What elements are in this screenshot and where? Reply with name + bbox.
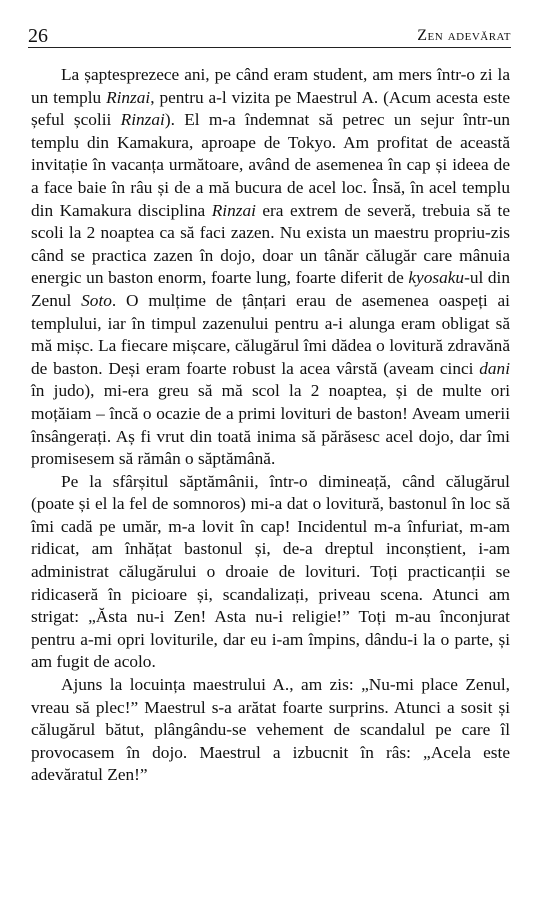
text-run: . O mulțime de țânțari erau de asemenea oaspeți ai templului, iar în timpul zazenului pentru a-i alunga eram obligat să mă mișc. La fiecare mișcare, călugărul îmi dădea o lovitură zdravănă de baston. Deși eram foarte robust la acea vârstă (aveam cinci (31, 290, 510, 378)
text-run: ). El m-a îndemnat să petrec un sejur într-un templu din Kamakura, aproape de Tokyo. Am profitat de această invitație în vacanța următoare, având de asemenea în cap și ideea de a face baie în râu și de a mă bucura de acel loc. Însă, în acel templu din Kamakura disciplina (31, 110, 510, 220)
italic-term: dani (479, 358, 510, 378)
italic-term: Rinzai (120, 110, 165, 130)
italic-term: Soto (81, 290, 112, 310)
paragraph (31, 64, 510, 471)
paragraph (31, 471, 510, 674)
italic-term: kyosaku (408, 268, 465, 288)
paragraph (31, 674, 510, 787)
text-run: Pe la sfârșitul săptămânii, într-o dimineață, când călugărul (poate și el la fel de somnoros) mi-a dat o lovitură, bastonul în loc să îmi cadă pe umăr, m-a lovit în cap! Incidentul m-a înfuriat, m-am ridicat, am înhățat bastonul și, de-a dreptul inconștient, i-am administrat călugărului o droaie de lovituri. Toți practicanții se ridicaseră în picioare și, scandalizați, priveau scena. Atunci am strigat: „Ăsta nu-i Zen! Asta nu-i religie!” Toți m-au înconjurat pentru a-mi opri loviturile, dar eu i-am împins, dându-i la o parte, și am fugit de acolo. (31, 471, 510, 672)
text-run: era extrem de severă, trebuia să te scoli la 2 noaptea ca să faci zazen. Nu exista un maestru propriu-zis când se practica zazen în dojo, doar un tânăr călugăr care mânuia energic un baston enorm, foarte lung, foarte diferit de (31, 200, 510, 288)
text-run: în judo), mi-era greu să mă scol la 2 noaptea, și de multe ori moțăiam – încă o ocazie de a primi lovituri de baston! Aveam umerii însângerați. Aș fi vrut din toată inima să părăsesc acel dojo, dar îmi promisesem să rămân o săptămână. (31, 381, 510, 469)
text-run: , pentru a-l vizita pe Maestrul A. (Acum acesta este șeful școlii (31, 87, 510, 130)
italic-term: Rinzai (211, 200, 256, 220)
text-run: La șaptesprezece ani, pe când eram student, am mers într-o zi la un templu (31, 65, 510, 107)
header-rule (28, 47, 511, 48)
running-title: Zen adevărat (417, 27, 511, 44)
page-number: 26 (28, 25, 48, 47)
text-run: Ajuns la locuința maestrului A., am zis: „Nu-mi place Zenul, vreau să plec!” Maestrul s-a arătat foarte surprins. Atunci a sosit și călugărul bătut, plângându-se vehement de scandalul pe care îl provocasem în dojo. Maestrul a izbucnit în râs: „Acela este adevăratul Zen!” (31, 675, 510, 785)
text-run: -ul din Zenul (31, 268, 510, 310)
page-header (28, 22, 511, 46)
italic-term: Rinzai (106, 87, 151, 107)
body-text (31, 64, 510, 787)
